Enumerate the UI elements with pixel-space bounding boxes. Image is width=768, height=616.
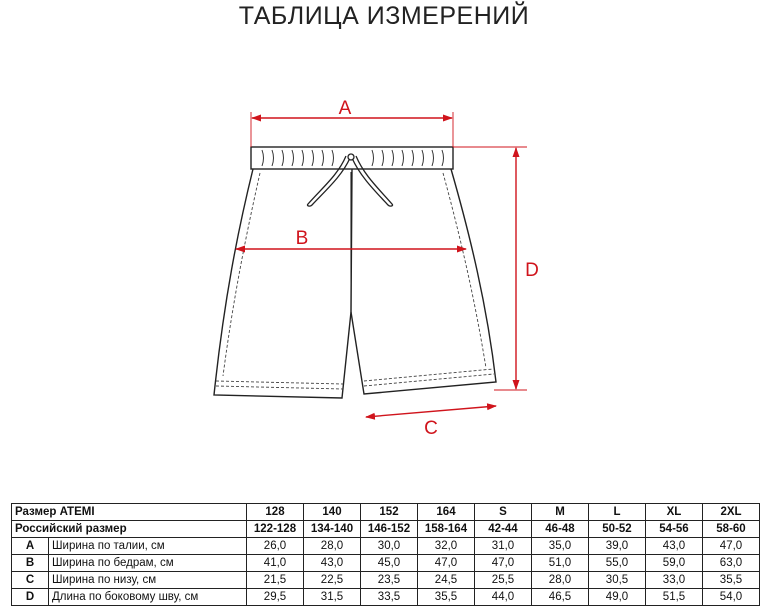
table-cell: 31,0: [475, 538, 532, 555]
row-label: Ширина по низу, см: [49, 572, 247, 589]
size-cell: L: [589, 504, 646, 521]
row-label: Длина по боковому шву, см: [49, 589, 247, 606]
table-cell: 51,0: [532, 555, 589, 572]
ru-size-cell: 46-48: [532, 521, 589, 538]
left-hem-stitch-2: [216, 386, 343, 389]
row-code: C: [12, 572, 49, 589]
page-title: ТАБЛИЦА ИЗМЕРЕНИЙ: [238, 2, 530, 30]
table-cell: 21,5: [247, 572, 304, 589]
size-header-row: [12, 504, 760, 521]
table-cell: 35,5: [703, 572, 760, 589]
table-cell: 47,0: [703, 538, 760, 555]
table-cell: 28,0: [304, 538, 361, 555]
table-cell: 43,0: [646, 538, 703, 555]
ru-size-label: Российский размер: [12, 521, 247, 538]
table-cell: 25,5: [475, 572, 532, 589]
row-label: Ширина по талии, см: [49, 538, 247, 555]
size-header-label: Размер ATEMI: [12, 504, 247, 521]
row-code: B: [12, 555, 49, 572]
table-cell: 45,0: [361, 555, 418, 572]
right-side-stitch: [443, 173, 486, 368]
size-table: [11, 503, 760, 606]
size-cell: 164: [418, 504, 475, 521]
table-cell: 30,5: [589, 572, 646, 589]
table-cell: 29,5: [247, 589, 304, 606]
table-cell: 39,0: [589, 538, 646, 555]
table-row-a: [12, 538, 760, 555]
table-cell: 44,0: [475, 589, 532, 606]
table-cell: 22,5: [304, 572, 361, 589]
table-cell: 46,5: [532, 589, 589, 606]
row-code: D: [12, 589, 49, 606]
table-cell: 43,0: [304, 555, 361, 572]
label-d: D: [525, 260, 539, 281]
table-cell: 24,5: [418, 572, 475, 589]
table-cell: 47,0: [475, 555, 532, 572]
ru-size-cell: 42-44: [475, 521, 532, 538]
table-cell: 55,0: [589, 555, 646, 572]
right-leg: [351, 169, 496, 394]
size-cell: 128: [247, 504, 304, 521]
label-b: B: [295, 228, 309, 249]
label-c: C: [424, 418, 438, 439]
ru-size-cell: 58-60: [703, 521, 760, 538]
size-cell: 152: [361, 504, 418, 521]
ru-size-cell: 54-56: [646, 521, 703, 538]
ru-size-row: [12, 521, 760, 538]
size-cell: 2XL: [703, 504, 760, 521]
table-cell: 23,5: [361, 572, 418, 589]
ru-size-cell: 134-140: [304, 521, 361, 538]
table-cell: 63,0: [703, 555, 760, 572]
table-row-c: [12, 572, 760, 589]
label-a: A: [338, 98, 352, 119]
size-cell: M: [532, 504, 589, 521]
ru-size-cell: 146-152: [361, 521, 418, 538]
shorts-outline: [214, 147, 496, 398]
ru-size-cell: 122-128: [247, 521, 304, 538]
table-cell: 30,0: [361, 538, 418, 555]
table-cell: 32,0: [418, 538, 475, 555]
row-code: A: [12, 538, 49, 555]
size-cell: XL: [646, 504, 703, 521]
drawstring: [307, 154, 392, 206]
row-label: Ширина по бедрам, см: [49, 555, 247, 572]
table-cell: 51,5: [646, 589, 703, 606]
table-cell: 33,0: [646, 572, 703, 589]
left-hem-stitch: [216, 381, 343, 384]
stitching: [216, 173, 494, 389]
table-cell: 26,0: [247, 538, 304, 555]
right-hem-stitch-2: [364, 369, 493, 381]
size-cell: S: [475, 504, 532, 521]
measure-c: [366, 406, 496, 417]
left-leg: [214, 169, 352, 398]
table-cell: 49,0: [589, 589, 646, 606]
table-cell: 54,0: [703, 589, 760, 606]
table-row-b: [12, 555, 760, 572]
table-cell: 47,0: [418, 555, 475, 572]
table-cell: 31,5: [304, 589, 361, 606]
table-cell: 59,0: [646, 555, 703, 572]
left-side-stitch: [223, 173, 260, 376]
table-cell: 35,5: [418, 589, 475, 606]
measure-a: [251, 112, 453, 147]
measure-d: [453, 147, 527, 390]
table-cell: 41,0: [247, 555, 304, 572]
table-cell: 28,0: [532, 572, 589, 589]
ru-size-cell: 50-52: [589, 521, 646, 538]
hem-arrow: [366, 406, 496, 417]
table-cell: 35,0: [532, 538, 589, 555]
table-row-d: [12, 589, 760, 606]
table-cell: 33,5: [361, 589, 418, 606]
ru-size-cell: 158-164: [418, 521, 475, 538]
size-cell: 140: [304, 504, 361, 521]
